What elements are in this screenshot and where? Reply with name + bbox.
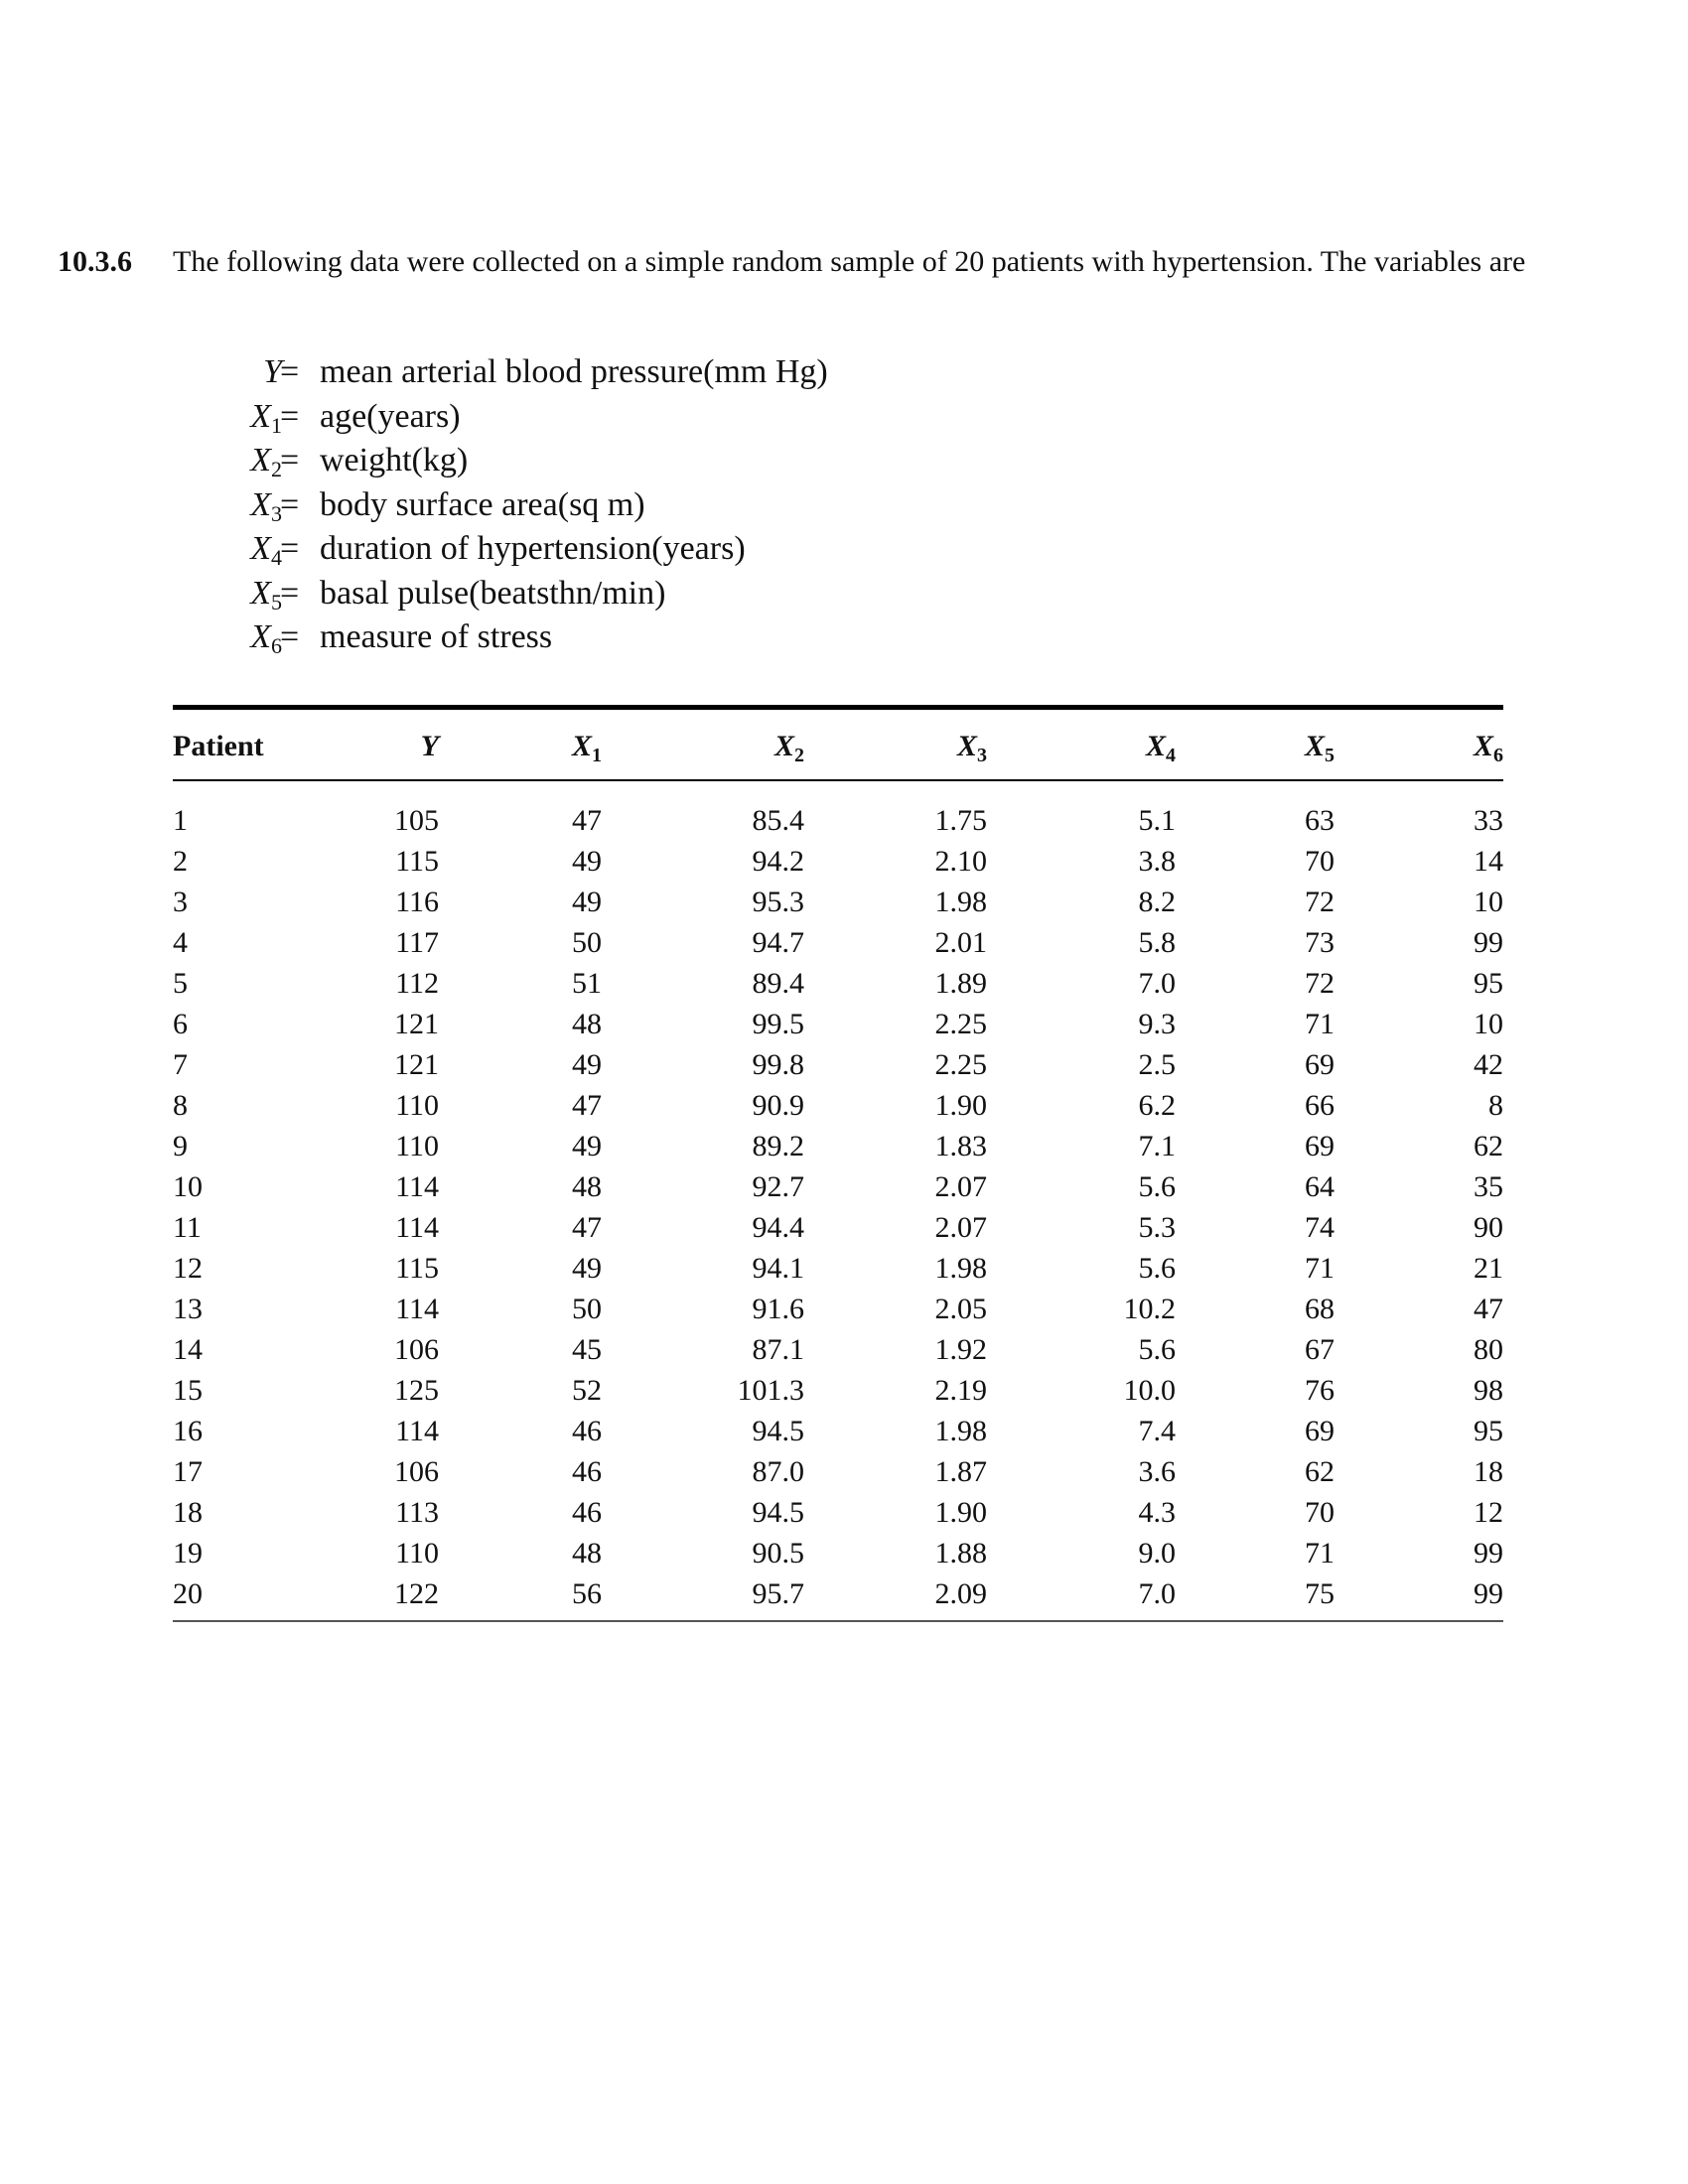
table-cell: 90.9 — [752, 1088, 804, 1122]
symbol-letter: Y — [420, 730, 439, 762]
table-cell: 5 — [173, 966, 188, 1000]
table-cell: 18 — [1474, 1454, 1503, 1488]
table-cell: 70 — [1305, 1495, 1335, 1529]
table-cell: 114 — [395, 1414, 439, 1447]
column-header: Patient — [173, 730, 264, 762]
equals-sign: = — [280, 397, 300, 435]
table-cell: 115 — [395, 844, 439, 878]
table-cell: 5.6 — [1138, 1169, 1176, 1203]
symbol-subscript: 3 — [977, 745, 987, 766]
table-cell: 1.88 — [934, 1536, 987, 1570]
table-cell: 7 — [173, 1047, 188, 1081]
table-cell: 6 — [173, 1007, 188, 1040]
variable-symbol — [250, 572, 282, 616]
symbol-letter: Y — [263, 353, 282, 390]
table-cell: 122 — [394, 1576, 439, 1610]
equals-sign: = — [280, 485, 300, 523]
table-cell: 1.83 — [934, 1129, 987, 1162]
table-cell: 10 — [1474, 885, 1503, 918]
table-cell: 110 — [395, 1129, 439, 1162]
symbol-subscript: 6 — [1493, 745, 1503, 766]
table-cell: 10.0 — [1123, 1373, 1176, 1407]
table-cell: 49 — [572, 844, 602, 878]
symbol-subscript: 2 — [271, 457, 282, 481]
table-cell: 52 — [572, 1373, 602, 1407]
table-cell: 99 — [1474, 925, 1503, 959]
table-cell: 90.5 — [752, 1536, 804, 1570]
table-cell: 73 — [1305, 925, 1335, 959]
variable-symbol — [250, 483, 282, 528]
table-cell: 95.7 — [752, 1576, 804, 1610]
table-cell: 2.07 — [934, 1169, 987, 1203]
table-row — [173, 1533, 1503, 1573]
table-cell: 5.8 — [1138, 925, 1176, 959]
table-cell: 74 — [1305, 1210, 1335, 1244]
table-cell: 5.6 — [1138, 1332, 1176, 1366]
symbol-letter: X — [250, 397, 271, 435]
table-cell: 2.10 — [934, 844, 987, 878]
table-row — [173, 778, 1503, 841]
variable-description: measure of stress — [320, 618, 553, 655]
table-cell: 3.8 — [1138, 844, 1176, 878]
table-row — [173, 1289, 1503, 1329]
table-cell: 47 — [572, 803, 602, 837]
table-row — [173, 1370, 1503, 1411]
table-row — [173, 1207, 1503, 1248]
problem-text: The following data were collected on a simple random sample of 20 patients with hypertension. The variables are — [173, 245, 1526, 278]
table-cell: 125 — [394, 1373, 439, 1407]
column-header — [1335, 715, 1503, 778]
table-cell: 71 — [1305, 1536, 1335, 1570]
table-cell: 46 — [572, 1495, 602, 1529]
table-cell: 2.5 — [1138, 1047, 1176, 1081]
table-cell: 71 — [1305, 1251, 1335, 1285]
table-row — [173, 1004, 1503, 1044]
table-cell: 14 — [173, 1332, 203, 1366]
table-cell: 94.5 — [752, 1414, 804, 1447]
table-cell: 9 — [173, 1129, 188, 1162]
table-cell: 14 — [1474, 844, 1503, 878]
table-cell: 87.1 — [752, 1332, 804, 1366]
table-cell: 50 — [572, 1292, 602, 1325]
table-cell: 5.6 — [1138, 1251, 1176, 1285]
table-cell: 5.1 — [1138, 803, 1176, 837]
table-cell: 47 — [572, 1210, 602, 1244]
table-cell: 1.98 — [934, 1251, 987, 1285]
table-cell: 3.6 — [1138, 1454, 1176, 1488]
symbol-letter: X — [250, 618, 271, 655]
table-cell: 10 — [173, 1169, 203, 1203]
table-cell: 106 — [394, 1332, 439, 1366]
table-cell: 66 — [1305, 1088, 1335, 1122]
table-cell: 35 — [1474, 1169, 1503, 1203]
symbol-letter: X — [956, 730, 977, 762]
column-header — [1176, 715, 1335, 778]
table-cell: 115 — [395, 1251, 439, 1285]
symbol-subscript: 1 — [271, 412, 282, 438]
table-cell: 7.1 — [1138, 1129, 1176, 1162]
table-cell: 69 — [1305, 1129, 1335, 1162]
table-cell: 99 — [1474, 1536, 1503, 1570]
table-row — [173, 922, 1503, 963]
table-row — [173, 1166, 1503, 1207]
table-top-rule — [173, 705, 1503, 710]
table-body — [173, 778, 1503, 1614]
column-header — [804, 715, 987, 778]
table-cell: 72 — [1305, 885, 1335, 918]
table-cell: 15 — [173, 1373, 203, 1407]
table-bottom-rule — [173, 1620, 1503, 1622]
column-header — [439, 715, 602, 778]
table-cell: 69 — [1305, 1414, 1335, 1447]
table-cell: 12 — [173, 1251, 203, 1285]
data-table — [173, 715, 1503, 1614]
table-cell: 121 — [394, 1007, 439, 1040]
equals-sign: = — [280, 618, 300, 655]
variable-symbol — [250, 439, 282, 483]
table-cell: 19 — [173, 1536, 203, 1570]
table-cell: 113 — [395, 1495, 439, 1529]
column-header — [322, 715, 439, 778]
table-cell: 1.98 — [934, 885, 987, 918]
table-row — [173, 1085, 1503, 1126]
table-cell: 7.0 — [1138, 966, 1176, 1000]
table-cell: 62 — [1305, 1454, 1335, 1488]
table-cell: 3 — [173, 885, 188, 918]
table-cell: 99.5 — [752, 1007, 804, 1040]
table-cell: 2.01 — [934, 925, 987, 959]
table-cell: 95 — [1474, 1414, 1503, 1447]
symbol-letter: X — [250, 530, 271, 567]
table-cell: 6.2 — [1138, 1088, 1176, 1122]
table-cell: 63 — [1305, 803, 1335, 837]
table-cell: 56 — [572, 1576, 602, 1610]
table-cell: 99 — [1474, 1576, 1503, 1610]
symbol-subscript: 6 — [271, 633, 282, 658]
table-cell: 51 — [572, 966, 602, 1000]
column-header — [602, 715, 804, 778]
table-cell: 33 — [1474, 803, 1503, 837]
symbol-subscript: 2 — [794, 745, 804, 766]
table-cell: 91.6 — [752, 1292, 804, 1325]
symbol-letter: X — [1145, 730, 1166, 762]
table-header-row — [173, 715, 1503, 778]
symbol-letter: X — [250, 574, 271, 612]
table-cell: 117 — [395, 925, 439, 959]
table-cell: 89.2 — [752, 1129, 804, 1162]
table-cell: 64 — [1305, 1169, 1335, 1203]
symbol-subscript: 5 — [271, 589, 282, 614]
table-cell: 110 — [395, 1088, 439, 1122]
variable-description: basal pulse(beatsthn/min) — [320, 574, 666, 612]
table-cell: 46 — [572, 1454, 602, 1488]
table-cell: 67 — [1305, 1332, 1335, 1366]
equals-sign: = — [280, 530, 300, 567]
symbol-letter: X — [250, 485, 271, 523]
table-cell: 16 — [173, 1414, 203, 1447]
table-cell: 18 — [173, 1495, 203, 1529]
problem-number: 10.3.6 — [58, 245, 132, 278]
table-row — [173, 1126, 1503, 1166]
table-row — [173, 1329, 1503, 1370]
table-cell: 92.7 — [752, 1169, 804, 1203]
table-cell: 2.07 — [934, 1210, 987, 1244]
variable-symbol — [250, 395, 282, 440]
table-row — [173, 1248, 1503, 1289]
table-cell: 95.3 — [752, 885, 804, 918]
column-header — [987, 715, 1176, 778]
table-row — [173, 1451, 1503, 1492]
symbol-subscript: 3 — [271, 500, 282, 526]
table-cell: 76 — [1305, 1373, 1335, 1407]
table-cell: 116 — [395, 885, 439, 918]
table-cell: 47 — [1474, 1292, 1503, 1325]
table-cell: 1.87 — [934, 1454, 987, 1488]
table-cell: 70 — [1305, 844, 1335, 878]
table-cell: 80 — [1474, 1332, 1503, 1366]
table-cell: 10.2 — [1123, 1292, 1176, 1325]
variable-symbol — [250, 615, 282, 660]
table-cell: 2.19 — [934, 1373, 987, 1407]
table-cell: 2.05 — [934, 1292, 987, 1325]
table-cell: 42 — [1474, 1047, 1503, 1081]
table-cell: 49 — [572, 1129, 602, 1162]
table-cell: 8.2 — [1138, 885, 1176, 918]
equals-sign: = — [280, 442, 300, 478]
table-row — [173, 963, 1503, 1004]
table-cell: 2.09 — [934, 1576, 987, 1610]
table-row — [173, 882, 1503, 922]
table-cell: 71 — [1305, 1007, 1335, 1040]
table-cell: 1.75 — [934, 803, 987, 837]
table-cell: 106 — [394, 1454, 439, 1488]
table-cell: 8 — [173, 1088, 188, 1122]
table-cell: 114 — [395, 1210, 439, 1244]
table-cell: 2 — [173, 844, 188, 878]
table-cell: 4.3 — [1138, 1495, 1176, 1529]
variable-description: mean arterial blood pressure(mm Hg) — [320, 353, 828, 390]
table-cell: 47 — [572, 1088, 602, 1122]
table-cell: 110 — [395, 1536, 439, 1570]
symbol-letter: X — [1473, 730, 1493, 762]
table-cell: 2.25 — [934, 1007, 987, 1040]
table-cell: 13 — [173, 1292, 203, 1325]
table-cell: 7.0 — [1138, 1576, 1176, 1610]
table-cell: 87.0 — [752, 1454, 804, 1488]
table-cell: 85.4 — [752, 803, 804, 837]
table-cell: 46 — [572, 1414, 602, 1447]
table-cell: 94.1 — [752, 1251, 804, 1285]
table-cell: 105 — [394, 803, 439, 837]
table-cell: 20 — [173, 1576, 203, 1610]
table-cell: 62 — [1474, 1129, 1503, 1162]
table-cell: 45 — [572, 1332, 602, 1366]
table-row — [173, 841, 1503, 882]
table-cell: 48 — [572, 1536, 602, 1570]
variable-description: duration of hypertension(years) — [320, 530, 746, 567]
table-cell: 8 — [1488, 1088, 1503, 1122]
symbol-letter: X — [250, 442, 271, 478]
symbol-subscript: 4 — [271, 545, 282, 570]
table-cell: 1.90 — [934, 1495, 987, 1529]
equals-sign: = — [280, 353, 300, 390]
table-cell: 17 — [173, 1454, 203, 1488]
variable-description: body surface area(sq m) — [320, 485, 645, 523]
table-cell: 48 — [572, 1169, 602, 1203]
table-cell: 114 — [395, 1169, 439, 1203]
table-cell: 94.2 — [752, 844, 804, 878]
table-cell: 1 — [173, 803, 188, 837]
symbol-letter: X — [571, 730, 592, 762]
variable-symbol — [250, 527, 282, 572]
table-cell: 12 — [1474, 1495, 1503, 1529]
table-cell: 5.3 — [1138, 1210, 1176, 1244]
table-cell: 48 — [572, 1007, 602, 1040]
table-cell: 2.25 — [934, 1047, 987, 1081]
table-cell: 49 — [572, 1251, 602, 1285]
variable-description: weight(kg) — [320, 442, 469, 478]
symbol-subscript: 4 — [1166, 745, 1176, 766]
table-cell: 94.5 — [752, 1495, 804, 1529]
table-cell: 7.4 — [1138, 1414, 1176, 1447]
table-row — [173, 1044, 1503, 1085]
variable-description: age(years) — [320, 397, 461, 435]
table-cell: 10 — [1474, 1007, 1503, 1040]
table-cell: 90 — [1474, 1210, 1503, 1244]
table-row — [173, 1411, 1503, 1451]
table-cell: 94.4 — [752, 1210, 804, 1244]
table-cell: 1.98 — [934, 1414, 987, 1447]
table-cell: 114 — [395, 1292, 439, 1325]
table-cell: 95 — [1474, 966, 1503, 1000]
table-cell: 72 — [1305, 966, 1335, 1000]
symbol-letter: X — [1304, 730, 1325, 762]
table-cell: 89.4 — [752, 966, 804, 1000]
table-cell: 50 — [572, 925, 602, 959]
symbol-subscript: 5 — [1325, 745, 1335, 766]
symbol-subscript: 1 — [592, 745, 602, 766]
table-row — [173, 1573, 1503, 1614]
table-cell: 11 — [173, 1210, 202, 1244]
table-cell: 1.89 — [934, 966, 987, 1000]
equals-sign: = — [280, 574, 300, 612]
table-cell: 68 — [1305, 1292, 1335, 1325]
table-cell: 9.3 — [1138, 1007, 1176, 1040]
table-cell: 21 — [1474, 1251, 1503, 1285]
table-cell: 69 — [1305, 1047, 1335, 1081]
table-cell: 99.8 — [752, 1047, 804, 1081]
table-cell: 112 — [395, 966, 439, 1000]
table-row — [173, 1492, 1503, 1533]
table-cell: 121 — [394, 1047, 439, 1081]
table-cell: 1.90 — [934, 1088, 987, 1122]
table-cell: 1.92 — [934, 1332, 987, 1366]
table-cell: 98 — [1474, 1373, 1503, 1407]
table-cell: 75 — [1305, 1576, 1335, 1610]
symbol-letter: X — [774, 730, 794, 762]
table-cell: 49 — [572, 1047, 602, 1081]
table-cell: 101.3 — [737, 1373, 804, 1407]
table-cell: 9.0 — [1138, 1536, 1176, 1570]
table-cell: 4 — [173, 925, 188, 959]
table-cell: 94.7 — [752, 925, 804, 959]
table-cell: 49 — [572, 885, 602, 918]
